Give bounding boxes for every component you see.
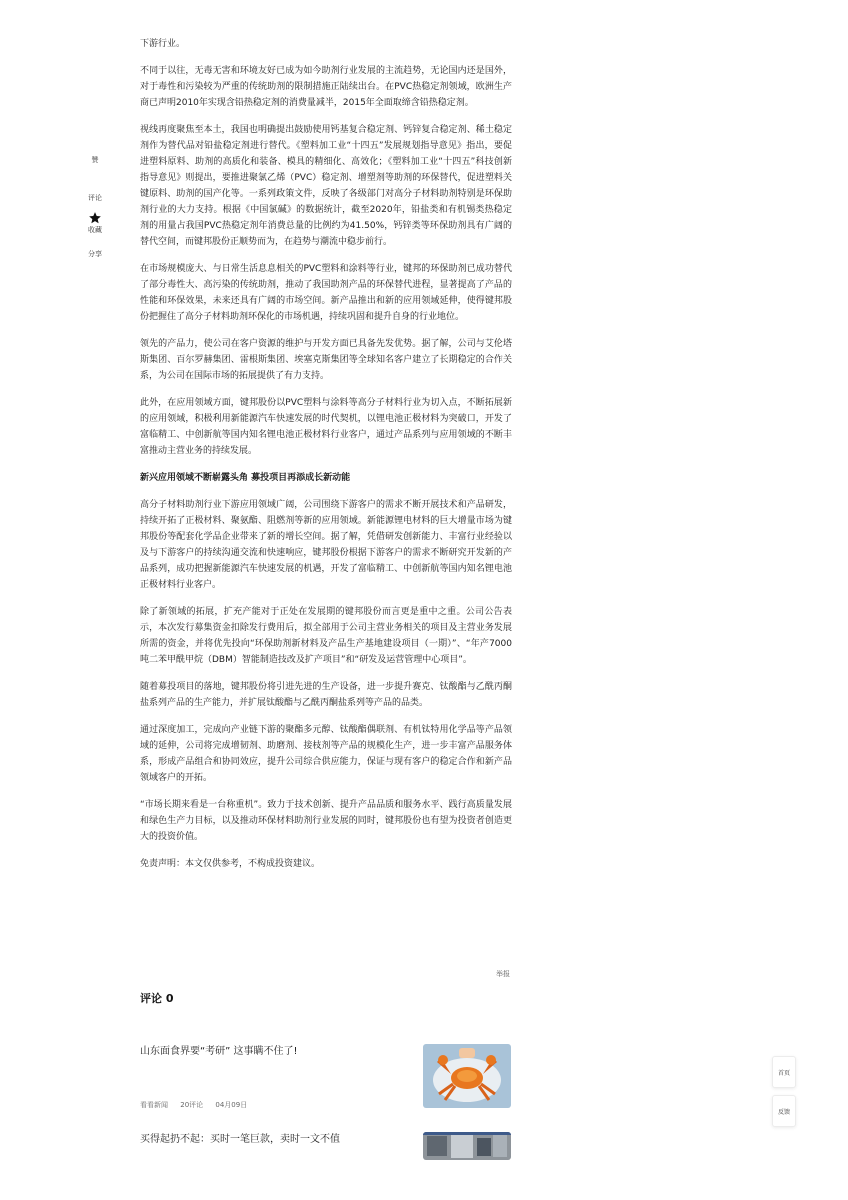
- news-comment-count: 20评论: [180, 1101, 204, 1109]
- article-paragraph: 随着募投项目的落地，键邦股份将引进先进的生产设备，进一步提升赛克、钛酸酯与乙酰丙酮盐系列产品的生产能力，并扩展钛酸酯与乙酰丙酮盐系列等产品的品类。: [140, 682, 512, 708]
- home-button[interactable]: [772, 1056, 796, 1088]
- news-card[interactable]: [140, 1044, 511, 1110]
- article-paragraph: 下游行业。: [140, 39, 186, 49]
- article-paragraph: 领先的产品力，使公司在客户资源的维护与开发方面已具备先发优势。据了解，公司与艾伦塔斯集团、百尔罗赫集团、雷根斯集团、埃塞克斯集团等全球知名客户建立了长期稳定的合作关系，为公司在国际市场的拓展提供了有力支持。: [140, 339, 512, 381]
- news-source: 看看新闻: [140, 1101, 168, 1109]
- news-date: 04月09日: [215, 1101, 248, 1109]
- home-label: 首页: [777, 1069, 790, 1077]
- comment-button[interactable]: [88, 193, 102, 203]
- report-link[interactable]: 举报: [496, 970, 510, 978]
- news-meta: [140, 1100, 257, 1110]
- article-paragraph: 视线再度聚焦至本土，我国也明确提出鼓励使用钙基复合稳定剂、钙锌复合稳定剂、稀土稳定剂作为替代品对铅盐稳定剂进行替代。《塑料加工业“十四五”发展规划指导意见》指出，要促进塑料原料、助剂的高质化和装备、模具的精细化、高效化；《塑料加工业“十四五”科技创新指导意见》则提出，要推进聚氯乙烯（PVC）稳定剂、增塑剂等助剂的环保替代，促进塑料关键原料、助剂的国产化等。一系列政策文件，反映了各级部门对高分子材料助剂特别是环保助剂行业的大力支持。根据《中国氯碱》的数据统计，截至2020年，铅盐类和有机锡类热稳定剂的用量占我国PVC热稳定剂年消费总量的比例约为41.50%，钙锌类等环保助剂具有广阔的替代空间，而键邦股份正顺势而为，在趋势与潮流中稳步前行。: [140, 125, 512, 247]
- article-paragraph: 在市场规模庞大、与日常生活息息相关的PVC塑料和涂料等行业，键邦的环保助剂已成功替代了部分毒性大、高污染的传统助剂，推动了我国助剂产品的环保替代进程，显著提高了产品的性能和环保效果，未来还具有广阔的市场空间。新产品推出和新的应用领域延伸，使得键邦股份把握住了高分子材料助剂环保化的市场机遇，持续巩固和提升自身的行业地位。: [140, 264, 512, 322]
- article-paragraph: 除了新领域的拓展，扩充产能对于正处在发展期的键邦股份而言更是重中之重。公司公告表示，本次发行募集资金扣除发行费用后，拟全部用于公司主营业务相关的项目及主营业务发展所需的资金，并将优先投向“环保助剂新材料及产品生产基地建设项目（一期）”、“年产7000吨二苯甲酰甲烷（DBM）智能制造技改及扩产项目”和“研发及运营管理中心项目”。: [140, 607, 512, 665]
- news-title[interactable]: 山东面食界要“考研” 这事瞒不住了!: [140, 1046, 298, 1057]
- news-card[interactable]: [140, 1132, 511, 1160]
- news-title[interactable]: 买得起扔不起：买时一笔巨款，卖时一文不值: [140, 1134, 340, 1145]
- collect-button[interactable]: [88, 211, 102, 235]
- star-icon: [88, 211, 102, 225]
- warehouse-image: [423, 1132, 511, 1160]
- disclaimer: 免责声明：本文仅供参考，不构成投资建议。: [140, 859, 321, 869]
- share-button[interactable]: [88, 249, 102, 259]
- share-label: 分享: [88, 250, 102, 258]
- comment-label: 评论: [88, 194, 102, 202]
- like-button[interactable]: [92, 155, 99, 165]
- article-paragraph: 高分子材料助剂行业下游应用领域广阔，公司围绕下游客户的需求不断开展技术和产品研发，持续开拓了正极材料、聚氨酯、阻燃剂等新的应用领域。新能源锂电材料的巨大增量市场为键邦股份等配套化学品企业带来了新的增长空间。据了解，凭借研发创新能力、丰富行业经验以及与下游客户的持续沟通交流和快速响应，键邦股份根据下游客户的需求不断研究开发新的产品系列，成功把握新能源汽车快速发展的机遇，开发了富临精工、中创新航等国内知名锂电池正极材料行业客户。: [140, 500, 512, 590]
- comments-heading: 评论 0: [140, 992, 174, 1005]
- news-thumbnail[interactable]: [423, 1044, 511, 1108]
- like-label: 赞: [91, 156, 99, 164]
- crab-dish-image: [423, 1044, 511, 1108]
- collect-label: 收藏: [88, 226, 102, 234]
- article-paragraph: 此外，在应用领域方面，键邦股份以PVC塑料与涂料等高分子材料行业为切入点，不断拓展新的应用领域，积极利用新能源汽车快速发展的时代契机，以锂电池正极材料为突破口，开发了富临精工、中创新航等国内知名锂电池正极材料行业客户，通过产品系列与应用领域的不断丰富推动主营业务的持续发展。: [140, 398, 512, 456]
- feedback-button[interactable]: [772, 1095, 796, 1127]
- article-paragraph: 不同于以往，无毒无害和环境友好已成为如今助剂行业发展的主流趋势，无论国内还是国外，对于毒性和污染较为严重的传统助剂的限制措施正陆续出台。在PVC热稳定剂领域，欧洲生产商已声明2010年实现含铅热稳定剂的消费量减半，2015年全面取缔含铅热稳定剂。: [140, 66, 512, 108]
- article-body: [140, 36, 512, 978]
- news-thumbnail[interactable]: [423, 1132, 511, 1160]
- feedback-label: 反馈: [777, 1108, 790, 1116]
- article-paragraph: 通过深度加工，完成向产业链下游的聚酯多元醇、钛酸酯偶联剂、有机钛特用化学品等产品领域的延伸，公司将完成增韧剂、助磨剂、接枝剂等产品的规模化生产，进一步丰富产品服务体系，形成产品组合和协同效应，提升公司综合供应能力，保证与现有客户的稳定合作和新产品领域客户的开拓。: [140, 725, 512, 783]
- article-paragraph: “市场长期来看是一台称重机”。致力于技术创新、提升产品品质和服务水平、践行高质量发展和绿色生产力目标，以及推动环保材料助剂行业发展的同时，键邦股份也有望为投资者创造更大的投资价值。: [140, 800, 512, 842]
- article-subtitle: 新兴应用领域不断崭露头角 募投项目再添成长新动能: [140, 473, 351, 483]
- article-action-rail: [78, 155, 112, 259]
